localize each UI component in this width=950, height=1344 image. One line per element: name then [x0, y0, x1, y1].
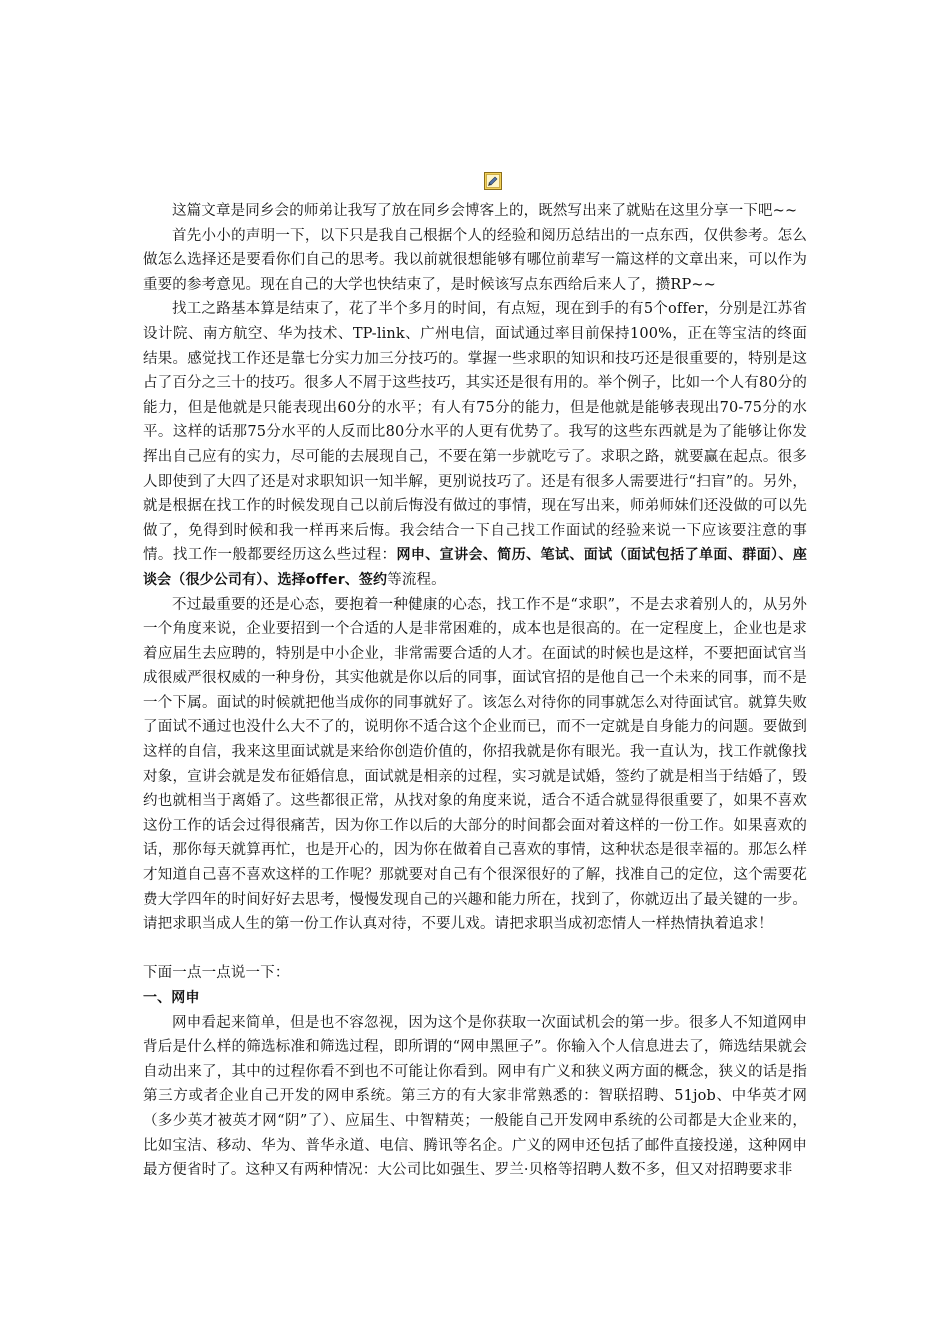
process-steps-bold: 网申、宣讲会、简历、笔试、面试（面试包括了单面、群面）、座谈会（很少公司有）、选择offer、签约 — [143, 547, 807, 588]
job-search-text: 找工之路基本算是结束了，花了半个多月的时间，有点短，现在到手的有5个offer，分别是江苏省设计院、南方航空、华为技术、TP-link、广州电信，面试通过率目前保持100%，正在等宝洁的终面结果。感觉找工作还是靠七分实力加三分技巧的。掌握一些求职的知识和技巧还是很重要的，特别是这占了百分之三十的技巧。很多人不屑于这些技巧，其实还是很有用的。举个例子，比如一个人有80分的能力，但是他就是只能表现出60分的水平；有人有75分的能力，但是他就是能够表现出70-75分的水平。这样的话那75分水平的人反而比80分水平的人更有优势了。我写的这些东西就是为了能够让你发挥出自己应有的实力，尽可能的去展现自己，不要在第一步就吃亏了。求职之路，就要赢在起点。很多人即使到了大四了还是对求职知识一知半解，更别说技巧了。还是有很多人需要进行“扫盲”的。另外，就是根据在找工作的时候发现自己以前后悔没有做过的事情，现在写出来，师弟师妹们还没做的可以先做了，免得到时候和我一样再来后悔。我会结合一下自己找工作面试的经验来说一下应该要注意的事情。找工作一般都要经历这么些过程： — [143, 301, 807, 564]
document-icon — [484, 172, 502, 190]
process-steps-end: 等流程。 — [387, 571, 446, 588]
paragraph-disclaimer: 首先小小的声明一下，以下只是我自己根据个人的经验和阅历总结出的一点东西，仅供参考。怎么做怎么选择还是要看你们自己的思考。我以前就很想能够有哪位前辈写一篇这样的文章出来，可以作为重要的参考意见。现在自己的大学也快结束了，是时候该写点东西给后来人了，攒RP~~ — [143, 227, 807, 293]
paragraph-mindset: 不过最重要的还是心态，要抱着一种健康的心态，找工作不是“求职”，不是去求着别人的，从另外一个角度来说，企业要招到一个合适的人是非常困难的，成本也是很高的。在一定程度上，企业也是求着应届生去应聘的，特别是中小企业，非常需要合适的人才。在面试的时候也是这样，不要把面试官当成很威严很权威的一种身份，其实他就是你以后的同事，面试官招的是他自己一个未来的同事，而不是一个下属。面试的时候就把他当成你的同事就好了。该怎么对待你的同事就怎么对待面试官。就算失败了面试不通过也没什么大不了的，说明你不适合这个企业而已，而不一定就是自身能力的问题。要做到这样的自信，我来这里面试就是来给你创造价值的，你招我就是你有眼光。我一直认为，找工作就像找对象，宣讲会就是发布征婚信息，面试就是相亲的过程，实习就是试婚，签约了就是相当于结婚了，毁约也就相当于离婚了。这些都很正常，从找对象的角度来说，适合不适合就显得很重要了，如果不喜欢这份工作的话会过得很痛苦，因为你工作以后的大部分的时间都会面对着这样的一份工作。如果喜欢的话，那你每天就算再忙，也是开心的，因为你在做着自己喜欢的事情，这种状态是很幸福的。那怎么样才知道自己喜不喜欢这样的工作呢？那就要对自己有个很深很好的了解，找准自己的定位，这个需要花费大学四年的时间好好去思考，慢慢发现自己的兴趣和能力所在，找到了，你就迈出了最关键的一步。请把求职当成人生的第一份工作认真对待，不要儿戏。请把求职当成初恋情人一样热情执着追求！ — [143, 596, 807, 933]
blank-line — [143, 937, 807, 962]
intro-line: 下面一点一点说一下： — [143, 965, 290, 982]
paragraph-intro-note: 这篇文章是同乡会的师弟让我写了放在同乡会博客上的，既然写出来了就贴在这里分享一下吧~~ — [172, 203, 798, 219]
paragraph-job-search-summary — [143, 297, 807, 592]
paragraph-online-application: 网申看起来简单，但是也不容忽视，因为这个是你获取一次面试机会的第一步。很多人不知道网申背后是什么样的筛选标准和筛选过程，即所谓的“网申黑匣子”。你输入个人信息进去了，筛选结果就会自动出来了，其中的过程你看不到也不可能让你看到。网申有广义和狭义两方面的概念，狭义的话是指第三方或者企业自己开发的网申系统。第三方的有大家非常熟悉的：智联招聘、51job、中华英才网（多少英才被英才网“阴”了）、应届生、中智精英；一般能自己开发网申系统的公司都是大企业来的，比如宝洁、移动、华为、普华永道、电信、腾讯等名企。广义的网申还包括了邮件直接投递，这种网申最方便省时了。这种又有两种情况：大公司比如强生、罗兰·贝格等招聘人数不多，但又对招聘要求非 — [143, 1014, 807, 1179]
article-body — [143, 199, 807, 1183]
section-heading-online-application: 一、网申 — [143, 990, 200, 1006]
